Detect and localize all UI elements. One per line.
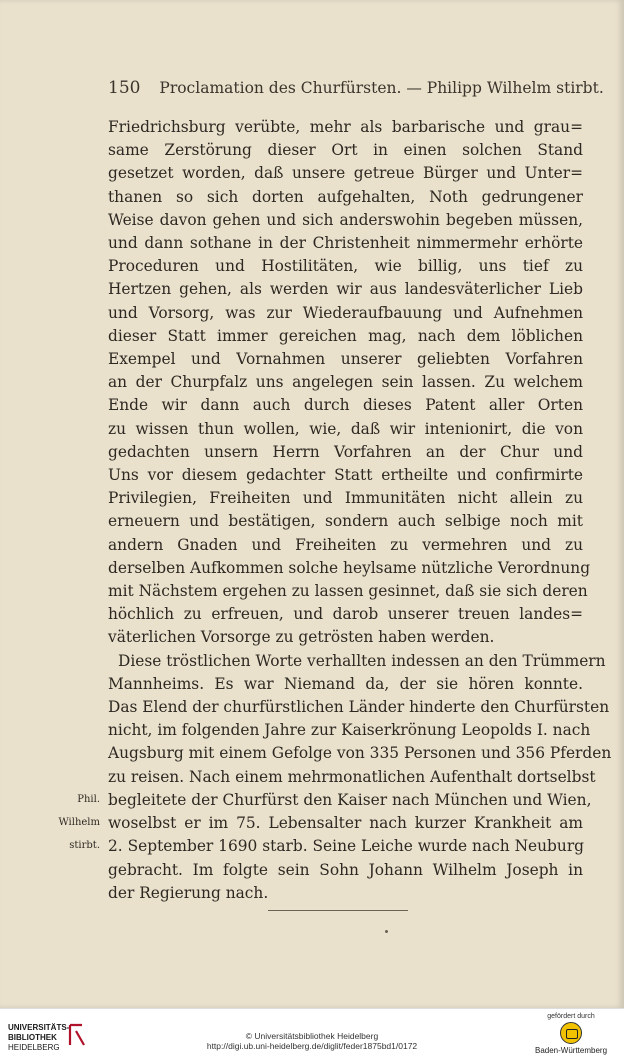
sponsor-label: gefördert durch bbox=[547, 1013, 595, 1020]
text-line: Hertzen gehen, als werden wir aus landesväterlicher Lieb bbox=[108, 280, 583, 299]
text-line: Exempel und Vornahmen unserer geliebten Vorfahren bbox=[108, 350, 583, 369]
text-line: gesetzet worden, daß unsere getreue Bürger und Unter= bbox=[108, 164, 583, 183]
library-name-line: HEIDELBERG bbox=[8, 1043, 60, 1052]
margin-note-line: stirbt. bbox=[69, 840, 100, 852]
text-line: same Zerstörung dieser Ort in einen solchen Stand bbox=[108, 141, 583, 160]
end-rule bbox=[268, 910, 408, 911]
margin-note bbox=[36, 788, 100, 858]
running-title: Proclamation des Churfürsten. — Philipp Wilhelm stirbt. bbox=[159, 79, 604, 97]
text-line: an der Churpfalz uns angelegen sein lassen. Zu welchem bbox=[108, 373, 583, 392]
text-line: Weise davon gehen und sich anderswohin begeben müssen, bbox=[108, 210, 583, 229]
text-line: dieser Statt immer gereichen mag, nach dem löblichen bbox=[108, 326, 583, 345]
text-line: väterlichen Vorsorge zu getrösten haben werden. bbox=[108, 628, 495, 647]
text-line: Mannheims. Es war Niemand da, der sie hören konnte. bbox=[108, 674, 583, 693]
text-line: und Vorsorg, was zur Wiederaufbauung und Aufnehmen bbox=[108, 303, 583, 322]
text-line: mit Nächstem ergehen zu lassen gesinnet, daß sie sich deren bbox=[108, 582, 588, 601]
state-emblem-icon bbox=[560, 1022, 582, 1044]
text-line: begleitete der Churfürst den Kaiser nach München und Wien, bbox=[108, 790, 592, 809]
text-line: gebracht. Im folgte sein Sohn Johann Wilhelm Joseph in bbox=[108, 860, 583, 879]
text-line: derselben Aufkommen solche heylsame nützliche Verordnung bbox=[108, 558, 591, 577]
text-line: höchlich zu erfreuen, und darob unserer treuen landes= bbox=[108, 605, 583, 624]
page-number: 150 bbox=[108, 78, 141, 98]
margin-note-line: Phil. Wilhelm bbox=[58, 794, 100, 829]
text-line: gedachten unsern Herrn Vorfahren an der Chur und bbox=[108, 442, 583, 461]
text-line: der Regierung nach. bbox=[108, 883, 269, 902]
text-line: erneuern und bestätigen, sondern auch selbige noch mit bbox=[108, 512, 583, 531]
ink-speck bbox=[385, 930, 388, 933]
library-name-line: UNIVERSITÄTS- bbox=[8, 1023, 70, 1032]
text-line: thanen so sich dorten aufgehalten, Noth gedrungener bbox=[108, 187, 583, 206]
copyright-text: © Universitätsbibliothek Heidelberg bbox=[245, 1031, 379, 1041]
text-line: zu reisen. Nach einem mehrmonatlichen Aufenthalt dortselbst bbox=[108, 767, 596, 786]
text-line: und dann sothane in der Christenheit nimmermehr erhörte bbox=[108, 234, 583, 253]
text-line: Proceduren und Hostilitäten, wie billig, uns tief zu bbox=[108, 257, 583, 276]
text-line: zu wissen thun wollen, wie, daß wir intenionirt, die von bbox=[108, 419, 583, 438]
text-line: andern Gnaden und Freiheiten zu vermehren und zu bbox=[108, 535, 583, 554]
text-line: Privilegien, Freiheiten und Immunitäten nicht allein zu bbox=[108, 489, 583, 508]
text-line: woselbst er im 75. Lebensalter nach kurzer Krankheit am bbox=[108, 814, 583, 833]
text-line: Diese tröstlichen Worte verhallten indessen an den Trümmern bbox=[118, 651, 606, 670]
body-text bbox=[108, 116, 612, 905]
footer-bar bbox=[0, 1008, 624, 1057]
library-name-line: BIBLIOTHEK bbox=[8, 1033, 57, 1042]
running-header bbox=[108, 78, 604, 98]
text-line: Augsburg mit einem Gefolge von 335 Personen und 356 Pferden bbox=[108, 744, 612, 763]
sponsor-block bbox=[526, 1013, 616, 1055]
text-line: Das Elend der churfürstlichen Länder hinderte den Churfürsten bbox=[108, 698, 610, 717]
text-line: 2. September 1690 starb. Seine Leiche wurde nach Neuburg bbox=[108, 837, 585, 856]
text-line: Friedrichsburg verübte, mehr als barbarische und grau= bbox=[108, 118, 583, 136]
sponsor-name: Baden-Württemberg bbox=[534, 1046, 608, 1055]
text-line: Uns vor diesem gedachter Statt ertheilte und confirmirte bbox=[108, 466, 583, 485]
text-line: nicht, im folgenden Jahre zur Kaiserkrönung Leopolds I. nach bbox=[108, 721, 591, 740]
permalink[interactable]: http://digi.ub.uni-heidelberg.de/diglit/feder1875bd1/0172 bbox=[206, 1041, 418, 1051]
text-line: Ende wir dann auch durch dieses Patent aller Orten bbox=[108, 396, 583, 415]
